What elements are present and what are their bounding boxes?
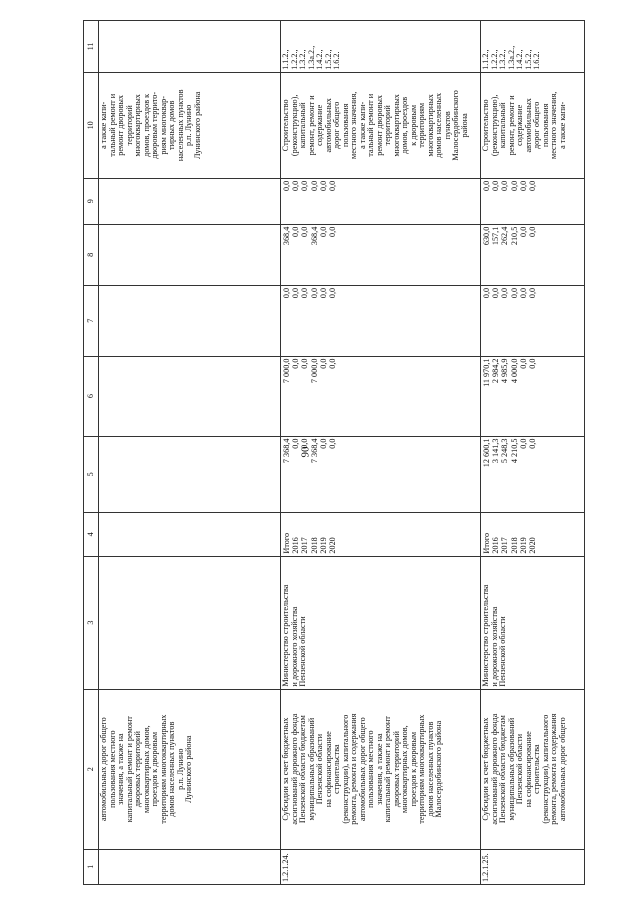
regional-budget: [481, 356, 585, 436]
header-cell-9: 9: [84, 178, 99, 224]
indicator-refs-line: 1.2.2.,: [489, 49, 499, 70]
expected-result-line: многоквартирных: [133, 94, 142, 157]
measure-description: [481, 689, 585, 849]
expected-result-line: дорог общего: [532, 101, 541, 149]
expected-result-line: населенных пунктов: [175, 89, 185, 162]
responsible-org-line: и дорожного хозяйства: [289, 606, 299, 687]
total-funding-line: 0,0: [300, 438, 310, 449]
measure-description: [99, 689, 281, 849]
expected-result-line: Лунинского района: [192, 91, 202, 160]
local-budget-line: 0,0: [291, 226, 301, 237]
expected-result-line: территориям: [417, 102, 426, 148]
total-funding-line: 5 248,3: [500, 438, 510, 464]
federal-budget-line: 0,0: [291, 287, 301, 299]
expected-result-line: автомобильных: [523, 98, 533, 153]
local-budget-line: 262,4: [500, 226, 510, 246]
row-number-text: 1.2.1.25.: [481, 853, 490, 882]
local-budget-line: 368,4: [309, 226, 319, 246]
indicator-refs-line: 1.3а.2.,: [306, 45, 316, 70]
federal-budget: [281, 285, 481, 356]
local-budget-line: 210,5: [509, 226, 519, 246]
responsible-org: [281, 556, 481, 689]
total-funding: [481, 436, 585, 513]
measure-description-line: домов населенных пунктов: [167, 721, 176, 817]
other-sources-line: 0,0: [500, 180, 510, 192]
indicator-refs-line: 1.2.2.,: [289, 49, 299, 70]
measure-description-line: строительства: [532, 744, 541, 794]
row-number: [99, 849, 281, 884]
other-sources-line: 0,0: [282, 180, 291, 192]
other-sources: [481, 178, 585, 224]
expected-result-line: а также капи-: [357, 101, 367, 149]
row-number-text: [99, 850, 101, 884]
expected-result-line: содержание: [515, 104, 524, 146]
local-budget: [481, 224, 585, 285]
other-sources-line: 0,0: [300, 180, 310, 192]
regional-budget: [99, 356, 281, 436]
total-funding-line: 7 368,4: [309, 438, 319, 464]
expected-result-line: Строительство: [481, 99, 490, 152]
years-list-line: 2020: [527, 537, 537, 554]
table-row: [481, 21, 585, 885]
expected-result-line: местного значения,: [349, 91, 358, 159]
expected-result-line: многоквартирных: [391, 94, 401, 157]
years-list: [99, 513, 281, 557]
expected-result-line: территорий: [124, 105, 134, 146]
table-row: [281, 21, 481, 885]
responsible-org-line: и дорожного хозяйства: [489, 606, 499, 687]
local-budget-line: 0,0: [527, 226, 537, 237]
years-list-line: 2017: [300, 537, 310, 554]
regional-budget-line: 0,0: [327, 358, 337, 369]
other-sources-line: 0,0: [509, 180, 519, 192]
indicator-refs-line: 1.5.2.,: [323, 49, 333, 70]
measure-description-line: ремонта, ремонта и содержания: [549, 713, 558, 825]
federal-budget-line: 0,0: [509, 287, 519, 299]
federal-budget-line: 0,0: [309, 287, 319, 299]
federal-budget-line: 0,0: [282, 287, 291, 299]
measure-description: [281, 689, 481, 849]
header-cell-1: 1: [84, 849, 99, 884]
expected-result-line: капитальный: [498, 102, 507, 149]
other-sources-line: 0,0: [482, 180, 491, 192]
measure-description-line: пользования местного: [366, 730, 375, 808]
responsible-org-line: Министерство строительства: [481, 584, 490, 687]
measure-description-line: многоквартирных домов,: [400, 725, 409, 813]
years-list-line: Итого: [482, 532, 491, 554]
other-sources-line: 0,0: [318, 180, 328, 192]
measure-description-line: на софинансирование: [323, 731, 333, 808]
measure-description-line: на софинансирование: [523, 731, 533, 808]
expected-result-line: ремонт, ремонт и: [306, 95, 316, 156]
years-list-line: 2017: [500, 537, 510, 554]
regional-budget: [281, 356, 481, 436]
expected-result-line: р.п. Лунино: [184, 104, 193, 146]
expected-result-line: тальный ремонт и: [107, 93, 117, 157]
measure-description-line: домов населенных пунктов: [425, 721, 435, 817]
local-budget: [99, 224, 281, 285]
other-sources: [281, 178, 481, 224]
total-funding-line: 12 600,1: [482, 438, 491, 468]
measure-description-line: капитальный ремонт и ремонт: [383, 716, 392, 823]
measure-description-line: Лунинского района: [184, 735, 193, 803]
measure-description-line: муниципальных образований: [506, 717, 516, 821]
regional-budget-line: 0,0: [527, 358, 537, 369]
header-cell-5: 5: [84, 436, 99, 513]
other-sources-line: 0,0: [518, 180, 528, 192]
rotated-table-container: [83, 20, 583, 885]
measure-description-line: муниципальных образований: [306, 717, 316, 821]
federal-budget-line: 0,0: [327, 287, 337, 299]
indicator-refs: [99, 21, 281, 73]
measure-description-line: Пензенской области: [315, 734, 324, 805]
indicator-refs-line: 1.3а.2.,: [506, 45, 516, 70]
local-budget-line: 157,1: [491, 226, 501, 246]
expected-result-line: пользования: [340, 103, 350, 148]
expected-result-line: риям многоквар-: [158, 96, 168, 155]
measure-description-line: проездов к дворовым: [150, 731, 159, 807]
measure-description-line: ассигнований дорожного фонда: [289, 713, 299, 825]
expected-result-line: к дворовым: [408, 104, 418, 146]
measure-description-line: Субсидии за счет бюджетных: [281, 717, 290, 821]
years-list-line: 2019: [518, 537, 528, 554]
indicator-refs-line: 1.6.2.: [332, 51, 341, 70]
measure-description-line: Пензенской области бюджетам: [498, 715, 507, 824]
measure-description-line: ремонта, ремонта и содержания: [349, 713, 358, 825]
expected-result-line: домов, проездов: [400, 96, 409, 154]
measure-description-line: дворовых территорий: [133, 731, 142, 808]
total-funding: [99, 436, 281, 513]
regional-budget-line: 0,0: [291, 358, 301, 369]
indicator-refs-line: 1.4.2.,: [315, 49, 324, 70]
measure-description-line: капитальный ремонт и ремонт: [124, 716, 134, 823]
years-list-line: 2016: [491, 537, 501, 554]
years-list-line: 2016: [291, 537, 301, 554]
local-budget-line: 0,0: [327, 226, 337, 237]
table-row: [99, 21, 281, 885]
expected-result-line: местного значения,: [549, 91, 558, 159]
federal-budget-line: 0,0: [527, 287, 537, 299]
measure-description-line: (реконструкции), капитального: [540, 714, 550, 824]
other-sources-line: 0,0: [291, 180, 301, 192]
total-funding: [281, 436, 481, 513]
regional-budget-line: 11 970,1: [482, 358, 491, 387]
years-list-line: 2018: [309, 537, 319, 554]
measure-description-line: Малосердобинского района: [434, 720, 443, 818]
header-cell-7: 7: [84, 285, 99, 356]
expected-result-line: многоквартирных: [425, 94, 435, 157]
regional-budget-line: 7 000,0: [309, 358, 319, 384]
expected-result-line: пользования: [540, 103, 550, 148]
expected-result-line: тальный ремонт и: [366, 93, 375, 157]
row-number-text: 1.2.1.24.: [281, 853, 290, 882]
years-list-line: 2018: [509, 537, 519, 554]
expected-result-line: а также капи-: [557, 101, 567, 149]
responsible-org-line: Пензенской области: [298, 616, 307, 687]
years-list-line: 2020: [327, 537, 337, 554]
total-funding-line: 7 368,4: [282, 438, 291, 464]
expected-result-line: Малосердобинского: [451, 90, 460, 161]
measure-description-line: (реконструкции), капитального: [340, 714, 350, 824]
expected-result-line: домов, проездов к: [141, 93, 151, 157]
measure-description-line: ассигнований дорожного фонда: [489, 713, 499, 825]
expected-result-line: домов населенных: [434, 92, 443, 158]
expected-result-line: а также капи-: [99, 101, 108, 149]
regional-budget-line: 0,0: [318, 358, 328, 369]
expected-result: [99, 72, 281, 178]
measure-description-line: автомобильных дорог общего: [99, 717, 108, 821]
expected-result-line: капитальный: [298, 102, 307, 149]
indicator-refs-line: 1.3.2.,: [498, 49, 507, 70]
other-sources-line: 0,0: [527, 180, 537, 192]
indicator-refs-line: 1.6.2.: [532, 51, 541, 70]
indicator-refs-line: 1.3.2.,: [298, 49, 307, 70]
expected-result-line: территорий: [383, 105, 392, 146]
federal-budget: [481, 285, 585, 356]
regional-budget-line: 4 985,9: [500, 358, 510, 384]
indicator-refs: [481, 21, 585, 73]
expected-result-line: дорог общего: [332, 101, 341, 149]
total-funding-line: 3 141,3: [491, 438, 501, 464]
measure-description-line: Пензенской области: [515, 734, 524, 805]
expected-result: [481, 72, 585, 178]
federal-budget-line: 0,0: [500, 287, 510, 299]
header-cell-8: 8: [84, 224, 99, 285]
total-funding-line: 0,0: [318, 438, 328, 449]
responsible-org: [481, 556, 585, 689]
expected-result-line: пунктов: [442, 111, 452, 140]
measure-description-line: автомобильных дорог общего: [357, 717, 367, 821]
measure-description-line: значения, а также на: [116, 733, 125, 805]
measure-description-line: территориям многоквартирных: [417, 714, 426, 824]
federal-budget: [99, 285, 281, 356]
years-list: [281, 513, 481, 557]
measure-description-line: значения, а также на: [374, 733, 384, 805]
expected-result-line: района: [459, 113, 469, 138]
other-sources-line: 0,0: [327, 180, 337, 192]
expected-result-line: тирных домов: [167, 100, 176, 150]
row-number: [481, 849, 585, 884]
total-funding-line: 0,0: [327, 438, 337, 449]
total-funding-line: 4 210,5: [509, 438, 519, 464]
indicator-refs: [281, 21, 481, 73]
measure-description-line: дворовых территорий: [391, 731, 401, 808]
local-budget-line: 0,0: [318, 226, 328, 237]
total-funding-line: 0,0: [518, 438, 528, 449]
header-cell-6: 6: [84, 356, 99, 436]
federal-budget-line: 0,0: [318, 287, 328, 299]
measure-description-line: территориям многоквартирных: [158, 714, 168, 824]
federal-budget-line: 0,0: [482, 287, 491, 299]
header-cell-4: 4: [84, 513, 99, 557]
expected-result-line: (реконструкцию),: [489, 94, 499, 157]
expected-result-line: (реконструкцию),: [289, 94, 299, 157]
federal-budget-line: 0,0: [491, 287, 501, 299]
measure-description-line: многоквартирных домов,: [141, 725, 151, 813]
federal-budget-line: 0,0: [300, 287, 310, 299]
regional-budget-line: 0,0: [518, 358, 528, 369]
row-number: [281, 849, 481, 884]
years-list-line: Итого: [282, 532, 291, 554]
other-sources-line: 0,0: [491, 180, 501, 192]
measure-description-line: Субсидии за счет бюджетных: [481, 717, 490, 821]
measure-description-line: проездов к дворовым: [408, 731, 418, 807]
measure-description-line: строительства: [332, 744, 341, 794]
federal-budget-line: 0,0: [518, 287, 528, 299]
local-budget-line: 0,0: [518, 226, 528, 237]
measure-description-line: пользования местного: [107, 730, 117, 808]
local-budget-line: 0,0: [300, 226, 310, 237]
regional-budget-line: 2 984,2: [491, 358, 501, 384]
expected-result-line: содержание: [315, 104, 324, 146]
expected-result-line: ремонт, ремонт и: [506, 95, 516, 156]
expected-result: [281, 72, 481, 178]
expected-result-line: ремонт дворовых: [116, 94, 125, 156]
measure-description-line: Пензенской области бюджетам: [298, 715, 307, 824]
expected-result-line: дворовым террито-: [150, 91, 159, 159]
header-cell-10: 10: [84, 72, 99, 178]
regional-budget-line: 7 000,0: [282, 358, 291, 384]
expected-result-line: Строительство: [281, 99, 290, 152]
total-funding-line: 0,0: [291, 438, 301, 449]
responsible-org-line: Пензенской области: [498, 616, 507, 687]
page-number: 90: [299, 446, 312, 458]
indicator-refs-line: 1.4.2.,: [515, 49, 524, 70]
header-cell-2: 2: [84, 689, 99, 849]
years-list: [481, 513, 585, 557]
indicator-refs-line: 1.5.2.,: [523, 49, 533, 70]
expected-result-line: автомобильных: [323, 98, 333, 153]
other-sources: [99, 178, 281, 224]
regional-budget-line: 4 000,0: [509, 358, 519, 384]
responsible-org: [99, 556, 281, 689]
indicator-refs-line: 1.1.2.,: [281, 49, 290, 70]
header-cell-3: 3: [84, 556, 99, 689]
local-budget: [281, 224, 481, 285]
regional-budget-line: 0,0: [300, 358, 310, 369]
local-budget-line: 630,0: [482, 226, 491, 246]
responsible-org-line: Министерство строительства: [281, 584, 290, 687]
measure-description-line: р.п. Лунино: [175, 748, 185, 790]
local-budget-line: 368,4: [282, 226, 291, 246]
years-list-line: 2019: [318, 537, 328, 554]
measure-description-line: автомобильных дорог общего: [557, 717, 567, 821]
program-table: [83, 20, 585, 885]
expected-result-line: ремонт дворовых: [374, 94, 384, 156]
header-cell-11: 11: [84, 21, 99, 73]
total-funding-line: 0,0: [527, 438, 537, 449]
indicator-refs-line: 1.1.2.,: [481, 49, 490, 70]
other-sources-line: 0,0: [309, 180, 319, 192]
header-row: [84, 21, 99, 885]
